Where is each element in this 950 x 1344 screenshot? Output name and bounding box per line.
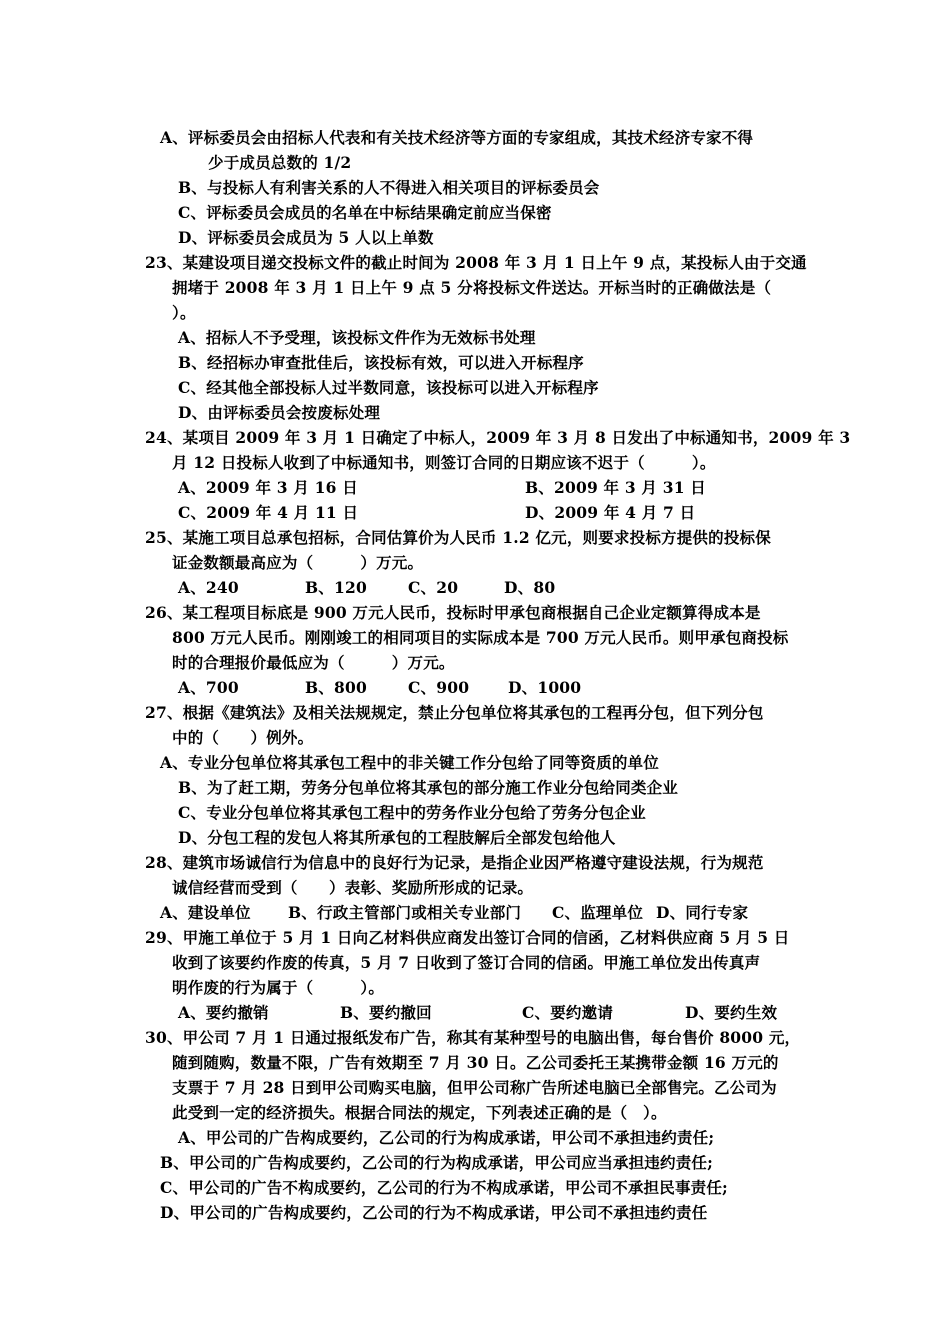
q26-option-b: B、800 [305,678,367,697]
q25-stem-line2: 证金数额最高应为（ ）万元。 [172,553,424,572]
q23-option-b: B、经招标办审查批佳后，该投标有效，可以进入开标程序 [178,353,584,372]
q25-option-c: C、20 [408,578,459,597]
q29-option-c: C、要约邀请 [522,1003,614,1022]
q24-option-a: A、2009 年 3 月 16 日 [178,478,358,497]
q26-option-a: A、700 [178,678,239,697]
q24-option-d: D、2009 年 4 月 7 日 [525,503,696,522]
q27-option-c: C、专业分包单位将其承包工程中的劳务作业分包给了劳务分包企业 [178,803,646,822]
q26-stem-line2: 800 万元人民币。刚刚竣工的相同项目的实际成本是 700 万元人民币。则甲承包商投标 [172,628,789,647]
q26-option-d: D、1000 [508,678,582,697]
q28-option-c: C、监理单位 [552,903,644,922]
q27-stem-line2: 中的（ ）例外。 [172,728,314,747]
q30-option-b: B、甲公司的广告构成要约，乙公司的行为构成承诺，甲公司应当承担违约责任; [160,1153,714,1172]
q29-option-a: A、要约撤销 [178,1003,269,1022]
q25-stem-line1: 25、某施工项目总承包招标，合同估算价为人民币 1.2 亿元，则要求投标方提供的投标保 [145,528,771,547]
q25-option-d: D、80 [504,578,556,597]
q30-stem-line1: 30、甲公司 7 月 1 日通过报纸发布广告，称其有某种型号的电脑出售，每台售价 8000 元， [145,1028,801,1047]
q29-option-d: D、要约生效 [685,1003,778,1022]
q23-stem-line3: ）。 [172,303,196,322]
q29-option-b: B、要约撤回 [340,1003,432,1022]
q22-option-c: C、评标委员会成员的名单在中标结果确定前应当保密 [178,203,552,222]
q24-option-b: B、2009 年 3 月 31 日 [525,478,706,497]
q23-option-a: A、招标人不予受理，该投标文件作为无效标书处理 [178,328,536,347]
q24-option-c: C、2009 年 4 月 11 日 [178,503,359,522]
q30-stem-line4: 此受到一定的经济损失。根据合同法的规定，下列表述正确的是（ ）。 [172,1103,667,1122]
q22-option-d: D、评标委员会成员为 5 人以上单数 [178,228,434,247]
q27-option-a: A、专业分包单位将其承包工程中的非关键工作分包给了同等资质的单位 [160,753,659,772]
q28-option-d: D、同行专家 [656,903,749,922]
q28-stem-line1: 28、建筑市场诚信行为信息中的良好行为记录，是指企业因严格遵守建设法规，行为规范 [145,853,764,872]
q23-stem-line1: 23、某建设项目递交投标文件的截止时间为 2008 年 3 月 1 日上午 9 点，某投标人由于交通 [145,253,807,272]
q26-stem-line1: 26、某工程项目标底是 900 万元人民币，投标时甲承包商根据自己企业定额算得成本是 [145,603,761,622]
q30-option-a: A、甲公司的广告构成要约，乙公司的行为构成承诺，甲公司不承担违约责任; [178,1128,715,1147]
q25-option-b: B、120 [305,578,367,597]
q30-option-d: D、甲公司的广告构成要约，乙公司的行为不构成承诺，甲公司不承担违约责任 [160,1203,708,1222]
q28-option-a: A、建设单位 [160,903,251,922]
q23-option-c: C、经其他全部投标人过半数同意，该投标可以进入开标程序 [178,378,599,397]
q25-option-a: A、240 [178,578,239,597]
q26-option-c: C、900 [408,678,470,697]
q30-stem-line3: 支票于 7 月 28 日到甲公司购买电脑，但甲公司称广告所述电脑已全部售完。乙公司为 [172,1078,777,1097]
q30-stem-line2: 随到随购，数量不限，广告有效期至 7 月 30 日。乙公司委托王某携带金额 16 万元的 [172,1053,779,1072]
q22-option-a-line2: 少于成员总数的 1/2 [208,153,352,172]
q28-option-b: B、行政主管部门或相关专业部门 [288,903,522,922]
q28-stem-line2: 诚信经营而受到（ ）表彰、奖励所形成的记录。 [172,878,534,897]
q23-option-d: D、由评标委员会按废标处理 [178,403,381,422]
q29-stem-line2: 收到了该要约作废的传真，5 月 7 日收到了签订合同的信函。甲施工单位发出传真声 [172,953,761,972]
q26-stem-line3: 时的合理报价最低应为（ ）万元。 [172,653,455,672]
q30-option-c: C、甲公司的广告不构成要约，乙公司的行为不构成承诺，甲公司不承担民事责任; [160,1178,728,1197]
q29-stem-line3: 明作废的行为属于（ ）。 [172,978,385,997]
q27-option-d: D、分包工程的发包人将其所承包的工程肢解后全部发包给他人 [178,828,616,847]
q22-option-b: B、与投标人有利害关系的人不得进入相关项目的评标委员会 [178,178,600,197]
q24-stem-line2: 月 12 日投标人收到了中标通知书，则签订合同的日期应该不迟于（ ）。 [172,453,716,472]
q23-stem-line2: 拥堵于 2008 年 3 月 1 日上午 9 点 5 分将投标文件送达。开标当时的正确做法是（ [172,278,772,297]
q27-stem-line1: 27、根据《建筑法》及相关法规规定，禁止分包单位将其承包的工程再分包，但下列分包 [145,703,764,722]
q22-option-a-line1: A、评标委员会由招标人代表和有关技术经济等方面的专家组成，其技术经济专家不得 [160,128,754,147]
q27-option-b: B、为了赶工期，劳务分包单位将其承包的部分施工作业分包给同类企业 [178,778,679,797]
q29-stem-line1: 29、甲施工单位于 5 月 1 日向乙材料供应商发出签订合同的信函，乙材料供应商 5 月 5 日 [145,928,790,947]
q24-stem-line1: 24、某项目 2009 年 3 月 1 日确定了中标人，2009 年 3 月 8 日发出了中标通知书，2009 年 3 [145,428,851,447]
